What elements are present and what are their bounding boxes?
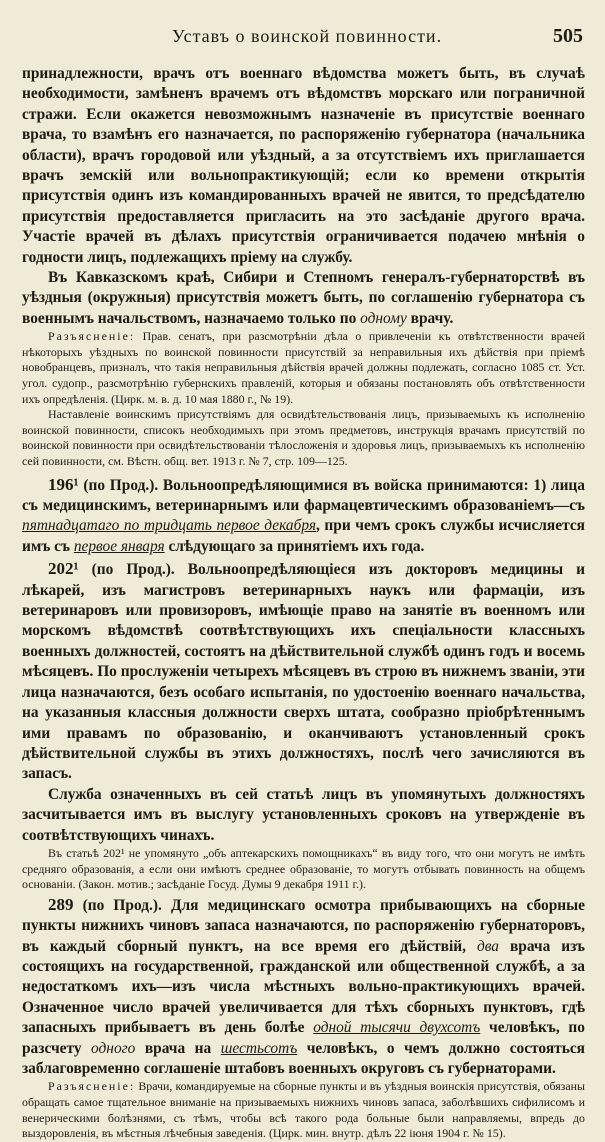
emphasis-two: два [476, 937, 499, 955]
article-196 [22, 475, 585, 558]
clarification-text: Врачи, командируемые на сборные пункты и въ уѣздныя воинскія присутствія, обязаны обращать самое тщательное вниманіе на призываемыхъ нижнихъ чиновъ запаса, заболѣвшихъ сифилисомъ и венерическими болѣзнями, съ тѣмъ, чтобы всѣ такого рода больные были направляемы, впредь до выздоровленія, въ мѣстныя лѣчебныя заведенія. (Цирк. мин. внутр. дѣлъ 22 іюня 1904 г. № 15). [22, 1079, 585, 1141]
article-text-3: слѣдующаго за принятіемъ ихъ года. [164, 537, 425, 555]
emphasis-one: одному [360, 309, 407, 327]
clarification-note-1 [22, 329, 585, 407]
article-text: Вольноопредѣляющіеся изъ докторовъ медицины и лѣкарей, изъ магистровъ ветеринарныхъ наукъ или фармаціи, изъ ветеринаровъ или провизоровъ, имѣющіе право на занятіе въ военномъ или морскомъ вѣдомствѣ соотвѣтствующихъ ихъ спеціальности классныхъ военныхъ должностей, состоятъ на дѣйствительной службѣ одинъ годъ и восемь мѣсяцевъ. По прослуженіи четырехъ мѣсяцевъ въ строю въ нижнемъ званіи, эти лица назначаются, безъ особаго испытанія, по удостоенію военнаго начальства, на указанныя классныя должности сверхъ штата, сообразно пріобрѣтеннымъ ими правамъ по образованію, и оканчиваютъ установленный срокъ дѣйствительной службы въ этихъ должностяхъ, послѣ чего зачисляются въ запасъ. [22, 561, 585, 783]
article-289 [22, 895, 585, 1080]
article-number: 196¹ [48, 474, 79, 494]
article-reference: (по Прод.). [78, 476, 163, 494]
emphasis-one-doctor: одного [91, 1039, 136, 1057]
clarification-note-2 [22, 1079, 585, 1141]
article-text-4: врача на [135, 1039, 221, 1057]
article-number: 202¹ [48, 559, 79, 579]
article-202 [22, 559, 585, 784]
article-text: Для медицинскаго осмотра прибывающихъ на сборные пункты нижнихъ чиновъ запаса назначаются, по распоряженію губернаторовъ, въ каждый сборный пунктъ, на все время его дѣйствій, [22, 896, 586, 955]
paragraph-caucasus-end: врачу. [406, 309, 454, 327]
paragraph-caucasus-text: Въ Кавказскомъ краѣ, Сибири и Степномъ генералъ-губернаторствѣ въ уѣздныя (окружныя) присутствія можетъ быть, по соглашенію губернатора съ военнымъ начальствомъ, назначаемо только по [22, 269, 585, 327]
article-text-2: врача изъ состоящихъ на государственной, гражданской или общественной службѣ, а за недостаткомъ ихъ—изъ числа мѣстныхъ вольно-практикующихъ врачей. Означенное число врачей увеличивается для тѣхъ сборныхъ пунктовъ, гдѣ запасныхъ прибываетъ въ день болѣе [22, 937, 585, 1037]
clarification-label: Разъясненіе: [48, 1079, 136, 1094]
emphasis-600: шестьсотъ [220, 1039, 298, 1057]
paragraph-caucasus [22, 268, 585, 329]
running-header [22, 26, 585, 48]
paragraph-continuation: принадлежности, врачъ отъ военнаго вѣдомства можетъ быть, въ случаѣ необходимости, замѣненъ врачемъ отъ вѣдомствъ морскаго или пограничной стражи. Если окажется невозможнымъ назначеніе въ присутствіе военнаго врача, то взамѣнъ его назначается, по распоряженію губернатора (начальника области), врачъ городовой или уѣздный, а за отсутствіемъ ихъ приглашается врачъ земскій или вольнопрактикующій; если ко времени открытія присутствія одинъ изъ командированныхъ врачей не явится, то предсѣдателю присутствія предоставляется пригласить на это засѣданіе другого врача. Участіе врачей въ дѣлахъ присутствія ограничивается подачею мнѣнія о годности лицъ, подлежащихъ пріему на службу. [22, 65, 585, 266]
emphasis-1200: одной тысячи двухсотъ [313, 1019, 481, 1037]
article-reference: (по Прод.). [78, 561, 188, 579]
article-text-2: , при чемъ срокъ службы исчисляется имъ съ [22, 517, 585, 555]
article-text-3: человѣкъ, по разсчету [22, 1019, 585, 1057]
header-title: Уставъ о воинской повинности. [172, 26, 443, 46]
article-reference: (по Прод.). [73, 896, 171, 914]
article-text: Вольноопредѣляющимися въ войска принимаются: 1) лица съ медицинскимъ, ветеринарнымъ или фармацевтическимъ образованіемъ—съ [22, 476, 585, 515]
article-text-5: человѣкъ, о чемъ должно состояться заблаговременно соглашеніе штабовъ военныхъ округовъ съ губернаторами. [22, 1039, 586, 1077]
emphasis-january: первое января [73, 537, 165, 555]
paragraph-service: Служба означенныхъ въ сей статьѣ лицъ въ упомянутыхъ должностяхъ засчитывается имъ въ выслугу установленныхъ сроковъ на утвержденіе въ соотвѣтствующихъ чинахъ. [22, 785, 585, 844]
clarification-text: Прав. сенатъ, при разсмотрѣніи дѣла о привлеченіи къ отвѣтственности врачей нѣкоторыхъ уѣздныхъ по воинской повинности присутствій за неправильныя ихъ дѣйствія при пріемѣ новобранцевъ, призналъ, что такія неправильныя дѣйствія врачей должны подлежать, согласно 1085 ст. Уст. угол. судопр., разсмотрѣнію губернскихъ правленій, которыя и обязаны постановлять объ отвѣтственности ихъ опредѣленія. (Цирк. м. в. д. 10 мая 1880 г., № 19). [22, 329, 585, 406]
clarification-label: Разъясненіе: [48, 329, 136, 344]
emphasis-dates: пятнадцатаго по тридцать первое декабря [22, 517, 316, 535]
article-number: 289 [48, 894, 74, 914]
note-article-202: Въ статьѣ 202¹ не упомянуто „объ аптекарскихъ помощникахъ“ въ виду того, что они могутъ не имѣть средняго образованія, а если они имѣютъ среднее образованіе, то могутъ отбывать повинность на общемъ основаніи. (Закон. мотив.; засѣданіе Госуд. Думы 9 декабря 1911 г.). [22, 845, 585, 892]
page-body [22, 64, 585, 1142]
page-number: 505 [553, 25, 583, 47]
instruction-note: Наставленіе воинскимъ присутствіямъ для освидѣтельствованія лицъ, призываемыхъ къ исполненію воинской повинности, списокъ необходимыхъ при этомъ предметовъ, инструкція врачамъ присутствій по воинской повинности при освидѣтельствованіи тѣлосложенія и здоровья лицъ, призываемыхъ къ исполненію сей повинности, см. Вѣстн. общ. вет. 1913 г. № 7, стр. 109—125. [22, 407, 585, 469]
